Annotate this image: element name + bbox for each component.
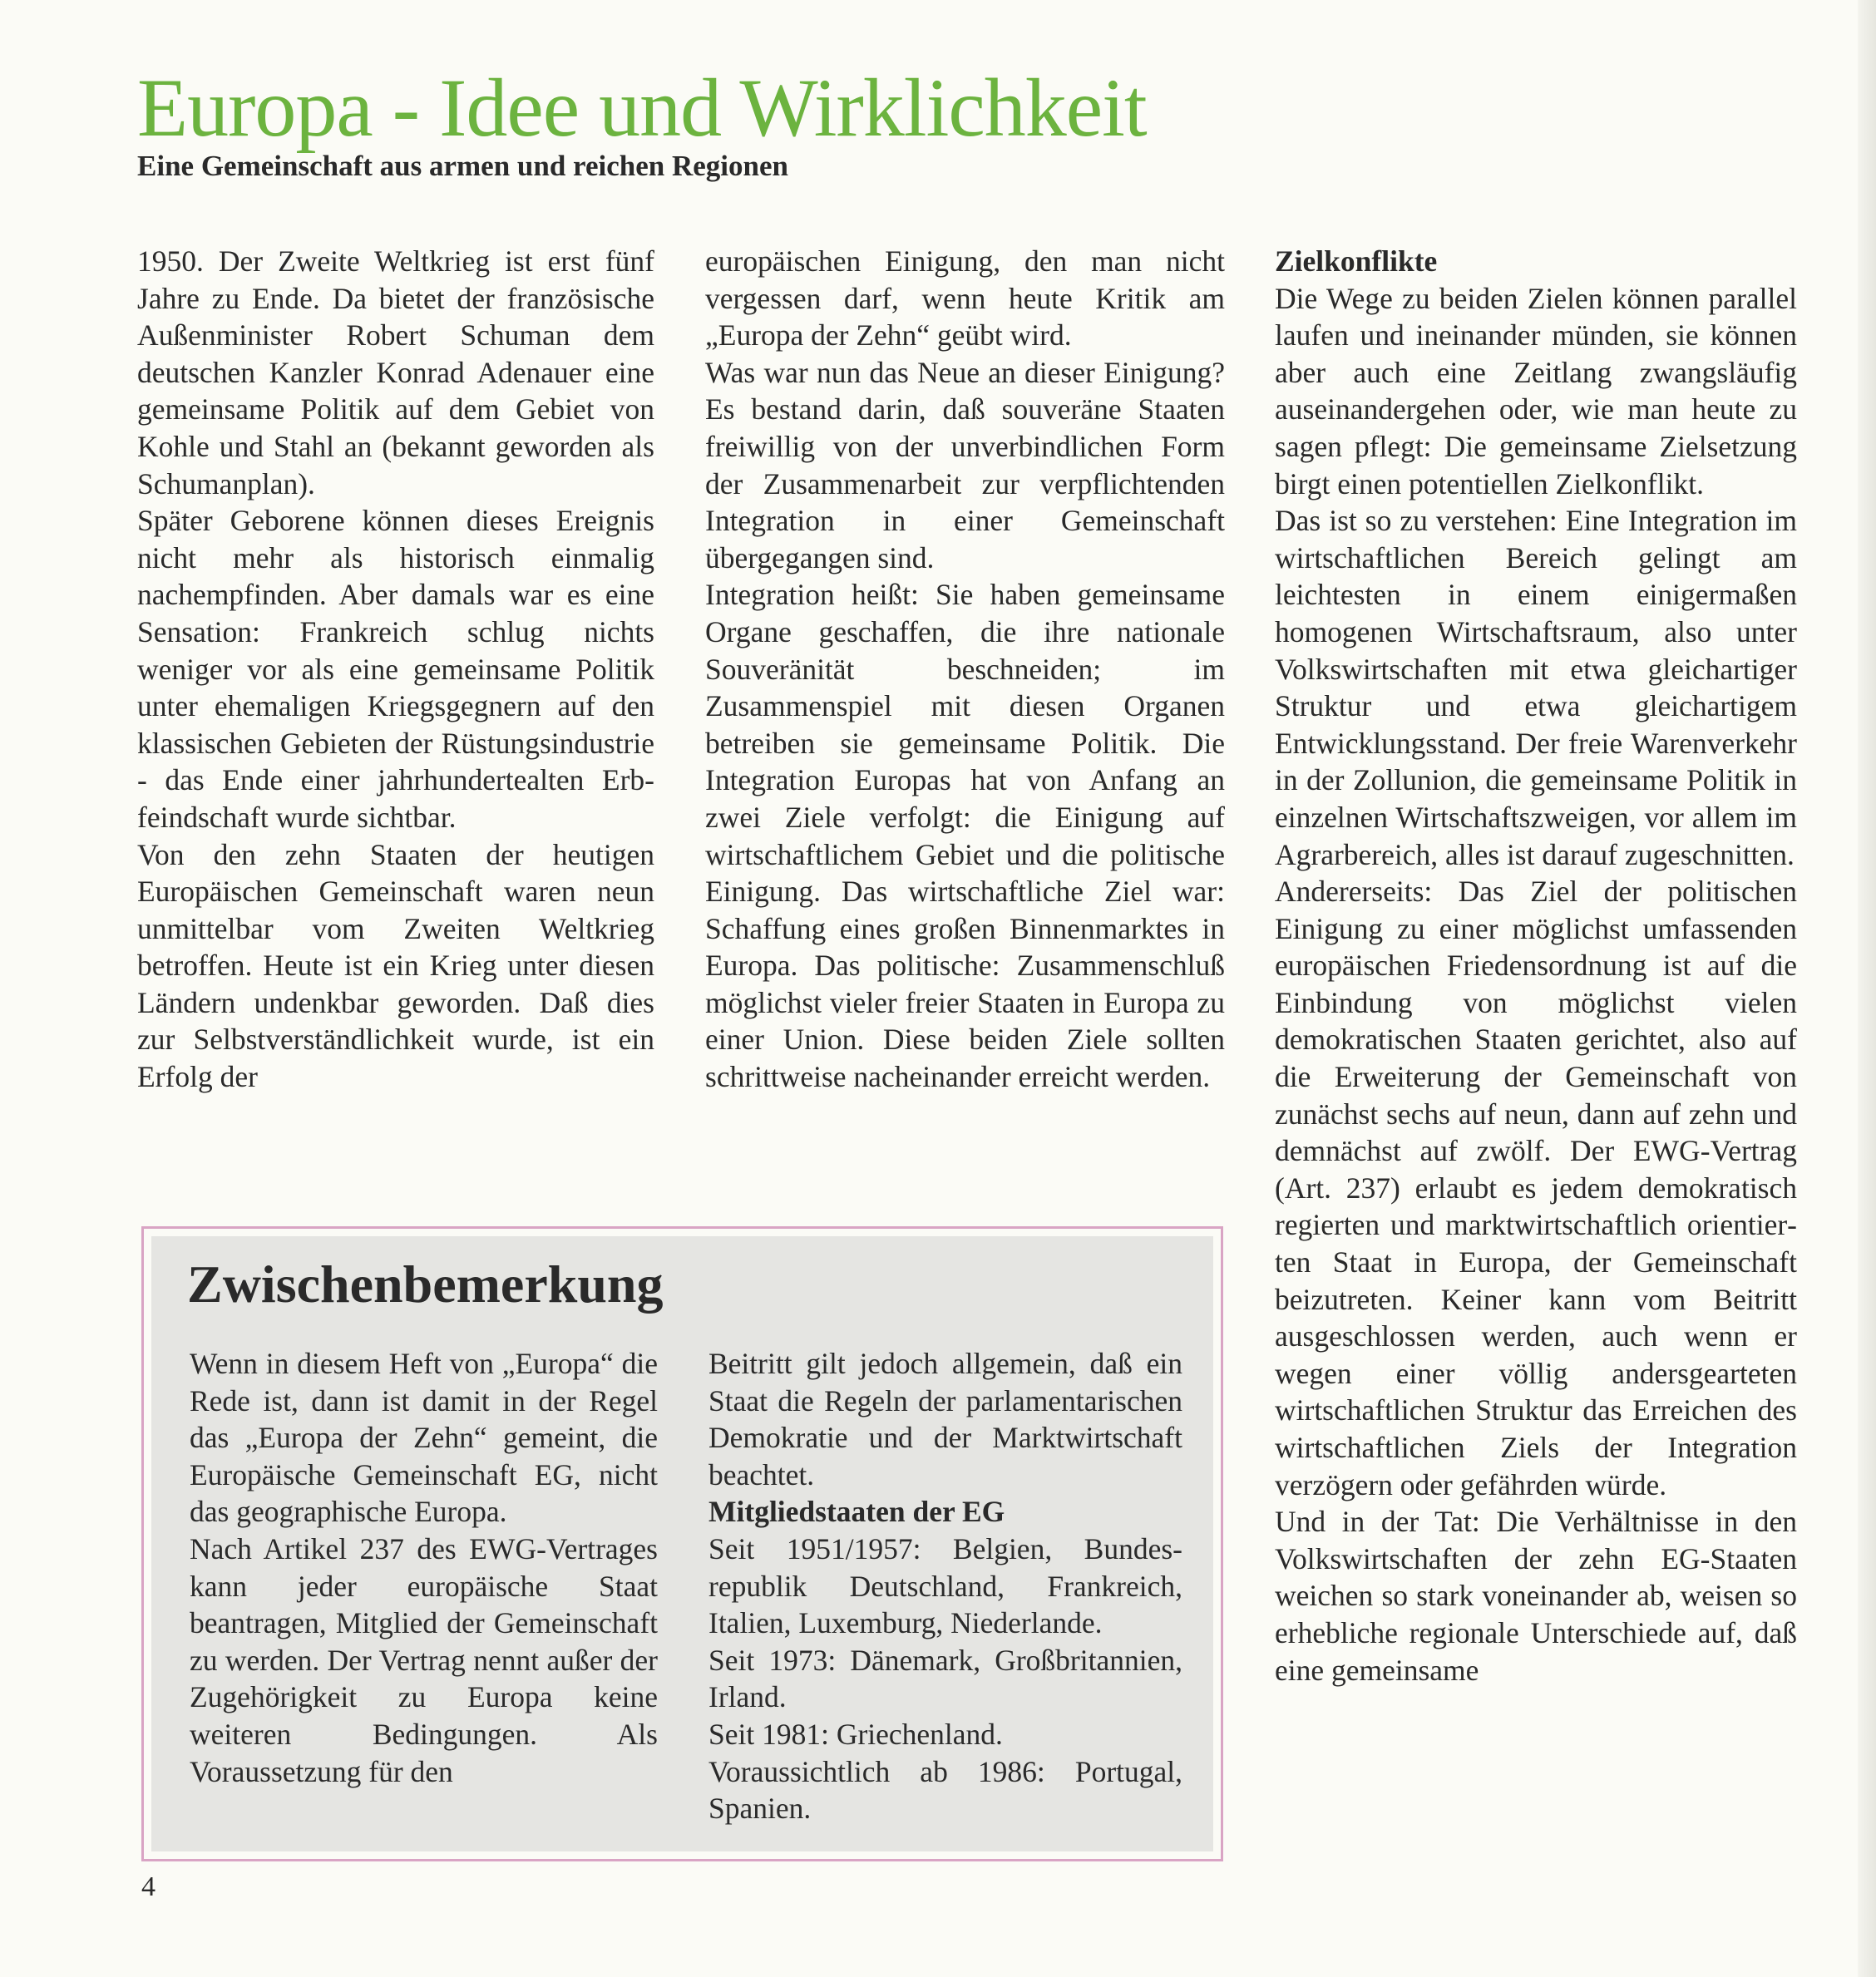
box-section-heading: Mitgliedstaaten der EG (708, 1495, 1005, 1529)
paragraph: Das ist so zu verstehen: Eine Integration im wirtschaftlichen Bereich gelingt am leichtesten in einem einigermaßen homogenen Wirtschaftsraum, also unter Volkswirtschaften mit etwa gleichartiger Struktur und etwa gleichartigem Entwicklungsstand. Der freie Warenverkehr in der Zollunion, die gemeinsame Politik in einzelnen Wirtschaftszweigen, vor allem im Agrarbereich, alles ist darauf zugeschnitten. (1275, 504, 1797, 871)
page-number: 4 (141, 1871, 156, 1902)
paragraph: Nach Artikel 237 des EWG-Vertrages kann jeder europäische Staat beantragen, Mitglied der Gemeinschaft zu werden. Der Vertrag nennt außer der Zugehörigkeit zu Europa keine weiteren Bedingungen. Als Voraussetzung für den (190, 1531, 658, 1788)
paragraph: Später Geborene können dieses Ereignis nicht mehr als historisch einmalig nachempfinden. Aber damals war es eine Sensation: Frankreich schlug nichts weniger vor als eine gemeinsame Politik unter ehemaligen Kriegsgegnern auf den klassischen Gebieten der Rüstungsindustrie - das Ende einer jahrhundertealten Erbfeindschaft wurde sichtbar. (137, 504, 654, 834)
page-edge (1858, 0, 1876, 1977)
paragraph: Andererseits: Das Ziel der politischen Einigung zu einer möglichst umfassenden europäischen Friedensordnung ist auf die Einbindung von möglichst vielen demokratischen Staaten gerichtet, also auf die Erweiterung der Gemeinschaft von zunächst sechs auf neun, dann auf zehn und demnächst auf zwölf. Der EWG-Vertrag (Art. 237) erlaubt es jedem demokratisch regierten und marktwirtschaftlich orientierten Staat in Europa, der Gemeinschaft beizutreten. Keiner kann vom Beitritt ausgeschlossen werden, auch wenn er wegen einer völlig andersgearteten wirtschaftlichen Struktur das Erreichen des wirtschaftlichen Ziels der Integration verzögern oder gefährden würde. (1275, 875, 1797, 1501)
paragraph: Seit 1973: Dänemark, Großbritannien, Irland. (708, 1643, 1182, 1714)
text-column-1 (137, 243, 654, 1096)
paragraph: Seit 1951/1957: Belgien, Bundesrepublik Deutschland, Frankreich, Italien, Luxemburg, Niederlande. (708, 1531, 1182, 1640)
text-column-2 (705, 243, 1225, 1096)
paragraph: Seit 1981: Griechenland. (708, 1717, 1003, 1751)
paragraph: Voraussichtlich ab 1986: Portugal, Spanien. (708, 1754, 1182, 1826)
paragraph: 1950. Der Zweite Weltkrieg ist erst fünf Jahre zu Ende. Da bietet der französische Außenminister Robert Schuman dem deutschen Kanzler Konrad Adenauer eine gemeinsame Politik auf dem Gebiet von Kohle und Stahl an (bekannt geworden als Schumanplan). (137, 244, 654, 500)
box-column-1 (190, 1345, 658, 1790)
text-column-3 (1275, 243, 1797, 1689)
page-subtitle: Eine Gemeinschaft aus armen und reichen Regionen (137, 150, 788, 182)
paragraph: Die Wege zu beiden Zielen können parallel laufen und ineinander münden, sie können aber auch eine Zeitlang zwangsläufig auseinandergehen oder, wie man heute zu sagen pflegt: Die gemeinsame Zielsetzung birgt einen potentiellen Zielkonflikt. (1275, 281, 1797, 500)
paragraph: Integration heißt: Sie haben gemeinsame Organe geschaffen, die ihre nationale Souveränität beschneiden; im Zusammenspiel mit diesen Organen betreiben sie gemeinsame Politik. Die Integration Europas hat von Anfang an zwei Ziele verfolgt: die Einigung auf wirtschaftlichem Gebiet und die politische Einigung. Das wirtschaftliche Ziel war: Schaffung eines großen Binnenmarktes in Europa. Das politische: Zusammenschluß möglichst vieler freier Staaten in Europa zu einer Union. Diese beiden Ziele sollten schrittweise nacheinander erreicht werden. (705, 578, 1225, 1094)
box-column-2 (708, 1345, 1182, 1827)
section-heading: Zielkonflikte (1275, 244, 1438, 278)
paragraph: Und in der Tat: Die Verhältnisse in den Volkswirtschaften der zehn EG-Staaten weichen so stark voneinander ab, weisen so erhebliche regionale Unterschiede auf, daß eine gemeinsame (1275, 1505, 1797, 1687)
paragraph: Was war nun das Neue an dieser Einigung? Es bestand darin, daß souveräne Staaten freiwillig von der unverbindlichen Form der Zusammenarbeit zur verpflichtenden Integration in einer Gemeinschaft übergegangen sind. (705, 355, 1225, 574)
paragraph: Wenn in diesem Heft von „Europa“ die Rede ist, dann ist damit in der Regel das „Europa der Zehn“ gemeint, die Europäische Gemeinschaft EG, nicht das geographische Europa. (190, 1347, 658, 1529)
page-title: Europa - Idee und Wirklichkeit (137, 62, 1147, 154)
paragraph: europäischen Einigung, den man nicht vergessen darf, wenn heute Kritik am „Europa der Zehn“ geübt wird. (705, 244, 1225, 353)
paragraph: Von den zehn Staaten der heutigen Europäischen Gemeinschaft waren neun unmittelbar vom Zweiten Weltkrieg betroffen. Heute ist ein Krieg unter diesen Ländern undenkbar geworden. Daß dies zur Selbstverständlichkeit wurde, ist ein Erfolg der (137, 837, 654, 1094)
paragraph: Beitritt gilt jedoch allgemein, daß ein Staat die Regeln der parlamentarischen Demokratie und der Marktwirtschaft beachtet. (708, 1347, 1182, 1491)
box-title: Zwischenbemerkung (187, 1255, 664, 1314)
